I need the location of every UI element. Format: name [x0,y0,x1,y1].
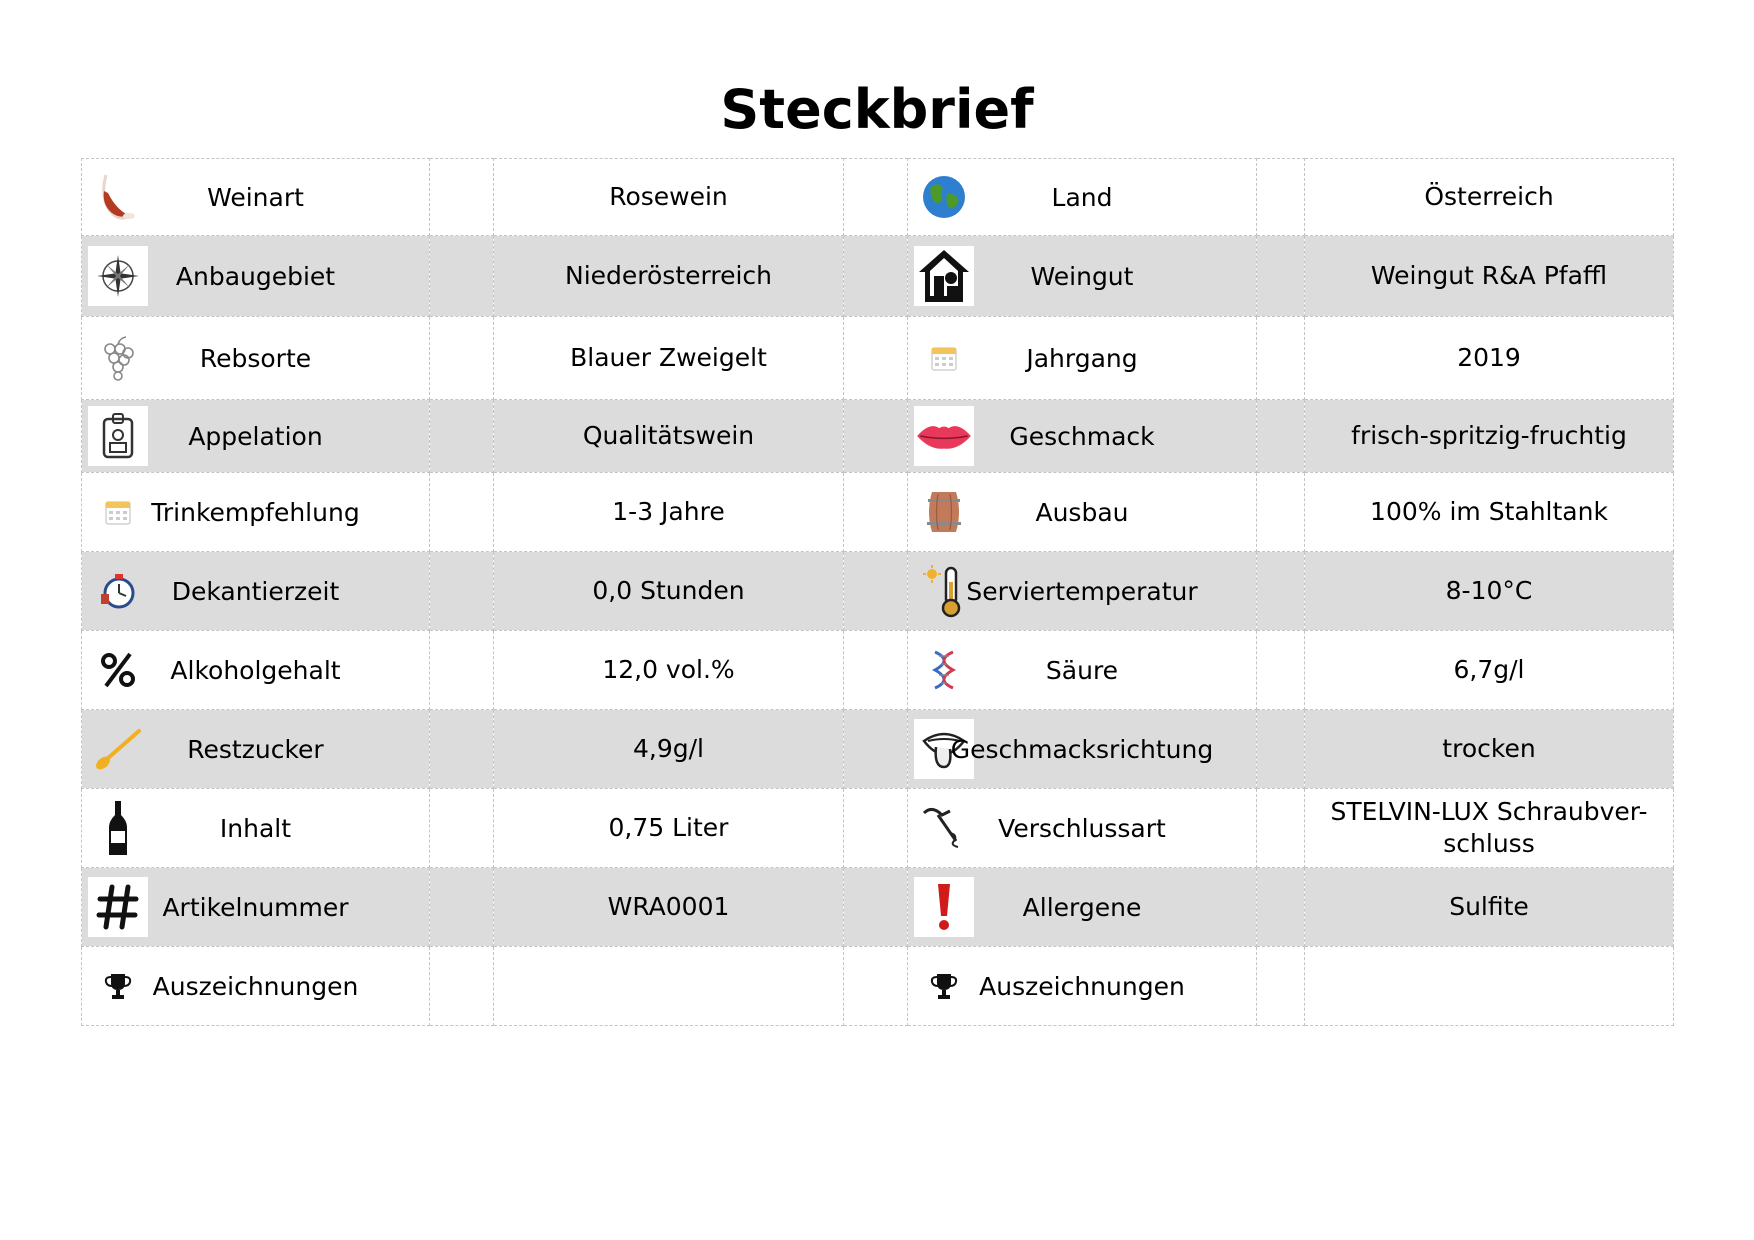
field-label-cell [82,947,430,1026]
calendar-icon [88,482,148,542]
field-value: 100% im Stahltank [1370,497,1608,526]
field-label: Auszeichnungen [979,971,1185,1001]
field-value-cell [1305,710,1674,789]
spacer-cell [430,868,494,947]
table-row [82,631,1674,710]
field-label-cell [908,317,1257,400]
spacer-cell [844,317,908,400]
spacer-cell [844,400,908,473]
field-label: Serviertemperatur [966,576,1198,606]
field-value: 2019 [1457,343,1521,372]
table-row [82,710,1674,789]
field-value-cell [494,473,844,552]
field-value-cell [494,789,844,868]
field-value: Weingut R&A Pfaffl [1370,261,1608,290]
table-row [82,317,1674,400]
field-label: Ausbau [1035,497,1129,527]
field-value: 6,7g/l [1453,655,1525,684]
field-label-cell [908,236,1257,317]
stopwatch-icon [88,561,148,621]
dna-icon [914,640,974,700]
field-label: Alkoholgehalt [170,655,341,685]
field-label: Weingut [1030,261,1134,291]
field-value-cell [1305,473,1674,552]
field-value: 0,75 Liter [608,813,729,842]
field-label: Geschmacksrichtung [950,734,1214,764]
table-row [82,868,1674,947]
field-value: Blauer Zweigelt [570,343,767,372]
field-label-cell [908,947,1257,1026]
spacer-cell [430,317,494,400]
field-value-cell [494,631,844,710]
spacer-cell [844,947,908,1026]
field-value: 8-10°C [1445,576,1533,605]
spacer-cell [1257,473,1305,552]
table-row [82,473,1674,552]
spacer-cell [1257,631,1305,710]
table-row [82,552,1674,631]
spacer-cell [1257,400,1305,473]
table-row [82,947,1674,1026]
barrel-icon [914,482,974,542]
field-value: 4,9g/l [633,734,704,763]
field-label-cell [82,236,430,317]
trophy-icon [914,956,974,1016]
field-value: 0,0 Stunden [592,576,745,605]
spacer-cell [844,710,908,789]
spacer-cell [844,789,908,868]
field-label: Restzucker [187,734,324,764]
field-label-cell [908,710,1257,789]
spacer-cell [844,159,908,236]
globe-icon [914,167,974,227]
field-value: STELVIN-LUX Schraubver- schluss [1330,797,1648,858]
field-label: Allergene [1022,892,1142,922]
lips-icon [914,406,974,466]
field-value-cell [494,868,844,947]
hash-icon [88,877,148,937]
spacer-cell [430,631,494,710]
spacer-cell [430,789,494,868]
field-label: Säure [1045,655,1119,685]
field-label-cell [908,473,1257,552]
spacer-cell [430,552,494,631]
field-value: 1-3 Jahre [612,497,725,526]
field-label-cell [82,400,430,473]
spacer-cell [1257,317,1305,400]
spacer-cell [430,473,494,552]
spacer-cell [844,236,908,317]
field-label-cell [908,868,1257,947]
field-value-cell [494,236,844,317]
spacer-cell [430,947,494,1026]
field-value-cell [494,400,844,473]
field-value-cell [494,317,844,400]
field-value-cell [1305,552,1674,631]
field-value-cell [1305,159,1674,236]
field-label: Rebsorte [199,343,312,373]
field-value-cell [1305,236,1674,317]
field-value-cell [1305,789,1674,868]
field-value-cell [1305,631,1674,710]
field-label: Auszeichnungen [152,971,359,1001]
corkscrew-icon [914,798,974,858]
field-value-cell [494,552,844,631]
table-row [82,159,1674,236]
spacer-cell [844,868,908,947]
exclamation-icon [914,877,974,937]
spacer-cell [430,159,494,236]
compass-icon [88,246,148,306]
field-label-cell [82,317,430,400]
spacer-cell [430,236,494,317]
field-label: Artikelnummer [162,892,349,922]
field-value: Niederösterreich [565,261,772,290]
spacer-cell [844,631,908,710]
field-label: Weinart [207,182,304,212]
spacer-cell [430,400,494,473]
field-label-cell [908,552,1257,631]
spacer-cell [1257,552,1305,631]
page-title: Steckbrief [720,78,1034,141]
spacer-cell [1257,947,1305,1026]
field-label: Anbaugebiet [175,261,336,291]
spacer-cell [1257,789,1305,868]
spacer-cell [844,552,908,631]
field-label: Inhalt [219,813,292,843]
grapes-icon [88,328,148,388]
table-row [82,789,1674,868]
field-label-cell [82,710,430,789]
field-value: Österreich [1424,182,1554,211]
field-label: Jahrgang [1026,343,1138,373]
field-value-cell [494,159,844,236]
field-value: Sulfite [1449,892,1529,921]
field-label-cell [82,552,430,631]
field-label: Geschmack [1009,421,1155,451]
field-label: Appelation [188,421,323,451]
field-value: frisch-spritzig-fruchtig [1351,421,1627,450]
field-label: Trinkempfehlung [151,497,360,527]
bottle-icon [88,798,148,858]
wine-glass-icon [88,167,148,227]
field-value: Rosewein [609,182,728,211]
spacer-cell [430,710,494,789]
field-label-cell [908,159,1257,236]
trophy-icon [88,956,148,1016]
field-value: WRA0001 [607,892,730,921]
field-label-cell [82,631,430,710]
table-row [82,400,1674,473]
field-label-cell [82,868,430,947]
field-value-cell [1305,868,1674,947]
field-label: Land [1051,182,1113,212]
field-value-cell [1305,947,1674,1026]
field-label: Verschlussart [998,813,1166,843]
spacer-cell [1257,868,1305,947]
house-icon [914,246,974,306]
field-label-cell [82,159,430,236]
field-value: 12,0 vol.% [602,655,735,684]
spacer-cell [1257,710,1305,789]
table-row [82,236,1674,317]
field-value: trocken [1442,734,1536,763]
field-value-cell [494,947,844,1026]
field-label-cell [82,789,430,868]
badge-icon [88,406,148,466]
field-value-cell [1305,400,1674,473]
wine-profile-table [81,158,1674,1026]
percent-icon [88,640,148,700]
thermometer-icon [914,561,974,621]
field-value: Qualitätswein [582,421,755,450]
spacer-cell [1257,159,1305,236]
field-label-cell [908,400,1257,473]
sugar-spoon-icon [88,719,148,779]
field-value-cell [1305,317,1674,400]
field-value-cell [494,710,844,789]
calendar-icon [914,328,974,388]
field-label-cell [82,473,430,552]
field-label: Dekantierzeit [171,576,340,606]
field-label-cell [908,789,1257,868]
field-label-cell [908,631,1257,710]
spacer-cell [844,473,908,552]
spacer-cell [1257,236,1305,317]
